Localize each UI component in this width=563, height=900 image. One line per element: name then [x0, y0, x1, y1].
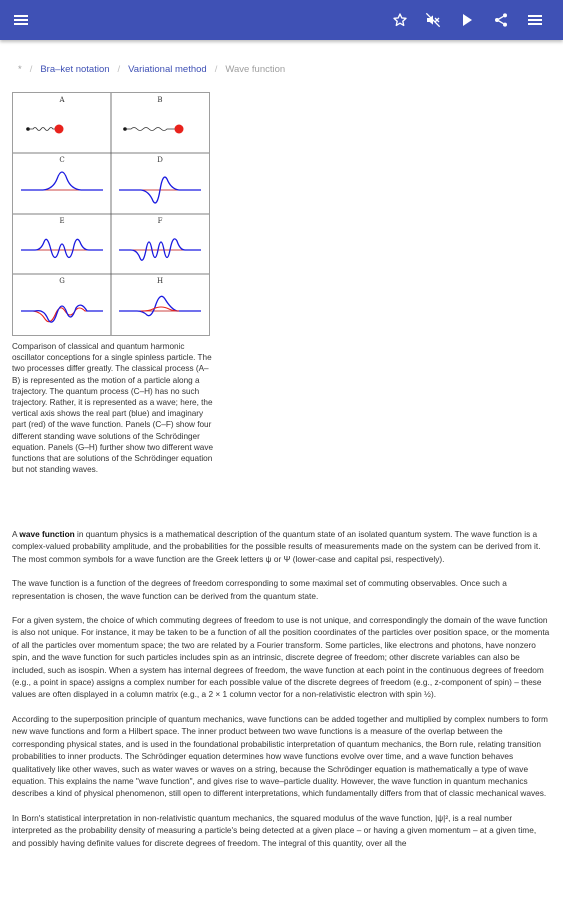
share-icon	[493, 12, 509, 28]
play-button[interactable]	[450, 0, 484, 40]
panel-label-g: G	[59, 277, 65, 285]
panel-label-a: A	[59, 96, 65, 104]
paragraph-5: In Born's statistical interpretation in non-relativistic quantum mechanics, the squared modulus of the wave function, |ψ|², is a real number interpreted as the probability density of measuring a particle's being detected at a given place – or having a given momentum – at a given time, and possibly having definite values for discrete degrees of freedom. The integral of this quantity, over all the	[12, 812, 537, 848]
wave-function-figure[interactable]	[12, 92, 210, 336]
star-icon	[392, 12, 408, 28]
panel-f-wave	[119, 239, 201, 260]
panel-e-wave	[21, 239, 103, 257]
panel-label-h: H	[156, 277, 164, 285]
paragraph-1: A wave function in quantum physics is a mathematical description of the quantum state of an isolated quantum system. The wave function is a complex-valued probability amplitude, and the probabilities for the possible results of measurements made on the system can be derived from it. The most common symbols for a wave function are the Greek letters ψ or Ψ (lower-case and capital psi, respectively).	[12, 529, 541, 564]
list-icon	[527, 13, 543, 27]
paragraph-2: The wave function is a function of the degrees of freedom corresponding to some maximal set of commuting observables. Once such a representation is chosen, the wave function can be derived from the quantum state.	[12, 578, 507, 601]
panel-d-wave	[119, 177, 201, 203]
breadcrumb-link-variational-method[interactable]: Variational method	[128, 64, 207, 75]
contents-button[interactable]	[518, 0, 552, 40]
app-bar	[0, 0, 563, 40]
breadcrumb-link-bra-ket-notation[interactable]: Bra–ket notation	[40, 64, 110, 75]
panel-label-c: C	[59, 156, 65, 164]
mute-button[interactable]	[416, 0, 450, 40]
breadcrumb-home[interactable]: *	[18, 64, 22, 75]
play-icon	[461, 13, 473, 27]
breadcrumb: * / Bra–ket notation / Variational method / Wave function	[18, 64, 286, 75]
oscillator-panels-image	[13, 93, 209, 335]
panel-label-b: B	[157, 96, 163, 104]
panel-label-e: E	[59, 217, 65, 225]
mute-icon	[425, 12, 441, 28]
panel-h-wave	[119, 296, 201, 315]
panel-c-wave	[21, 172, 103, 190]
panel-label-d: D	[157, 156, 163, 164]
share-button[interactable]	[484, 0, 518, 40]
paragraph-4: According to the superposition principle of quantum mechanics, wave functions can be added together and multiplied by complex numbers to form new wave functions and form a Hilbert space. The inner product between two wave functions is a measure of the overlap between the corresponding physical states, and is used in the foundational probabilistic interpretation of quantum mechanics, the Born rule, relating transition probabilities to inner products. The Schrödinger equation determines how wave functions evolve over time, and a wave function behaves qualitatively like other waves, such as water waves or waves on a string, because the Schrödinger equation is mathematically a type of wave equation. This explains the name "wave function", and gives rise to wave–particle duality. However, the wave function in quantum mechanics describes a kind of physical phenomenon, still open to different interpretations, which fundamentally differs from that of classic mechanical waves.	[12, 713, 548, 799]
breadcrumb-current: Wave function	[225, 64, 286, 75]
menu-button[interactable]	[4, 0, 38, 40]
panel-a-classical	[26, 125, 63, 134]
paragraph-3: For a given system, the choice of which commuting degrees of freedom to use is not unique, and correspondingly the domain of the wave function is also not unique. For instance, it may be taken to be a function of all the position coordinates of the particles over position space, or the momenta of all the particles over momentum space; the two are related by a Fourier transform. Some particles, like electrons and photons, have nonzero spin, and the wave function for such particles includes spin as an intrinsic, discrete degree of freedom; other discrete variables can also be included, such as isospin. When a system has internal degrees of freedom, the wave function at each point in the continuous degrees of freedom (e.g., a point in space) assigns a complex number for each possible value of the discrete degrees of freedom (e.g., z-component of spin) – these values are often displayed in a column matrix (e.g., a 2 × 1 column vector for a non-relativistic electron with spin ½).	[12, 615, 550, 700]
panel-g-wave	[21, 305, 103, 322]
figure-caption: Comparison of classical and quantum harmonic oscillator conceptions for a single spinless particle. The two processes differ greatly. The classical process (A–B) is represented as the motion of a particle along a trajectory. The quantum process (C–H) has no such trajectory. Rather, it is represented as a wave; here, the vertical axis shows the real part (blue) and imaginary part (red) of the wave function. Panels (C–F) show four different standing wave solutions of the Schrödinger equation. Panels (G–H) further show two different wave functions that are solutions of the Schrödinger equation but not standing waves.	[12, 342, 214, 475]
article-body	[12, 528, 550, 861]
bookmark-button[interactable]	[383, 0, 417, 40]
hamburger-menu-icon	[13, 13, 29, 27]
term-wave-function: wave function	[19, 529, 75, 539]
panel-label-f: F	[157, 217, 163, 225]
panel-b-classical	[123, 125, 183, 134]
article-content	[0, 40, 563, 900]
